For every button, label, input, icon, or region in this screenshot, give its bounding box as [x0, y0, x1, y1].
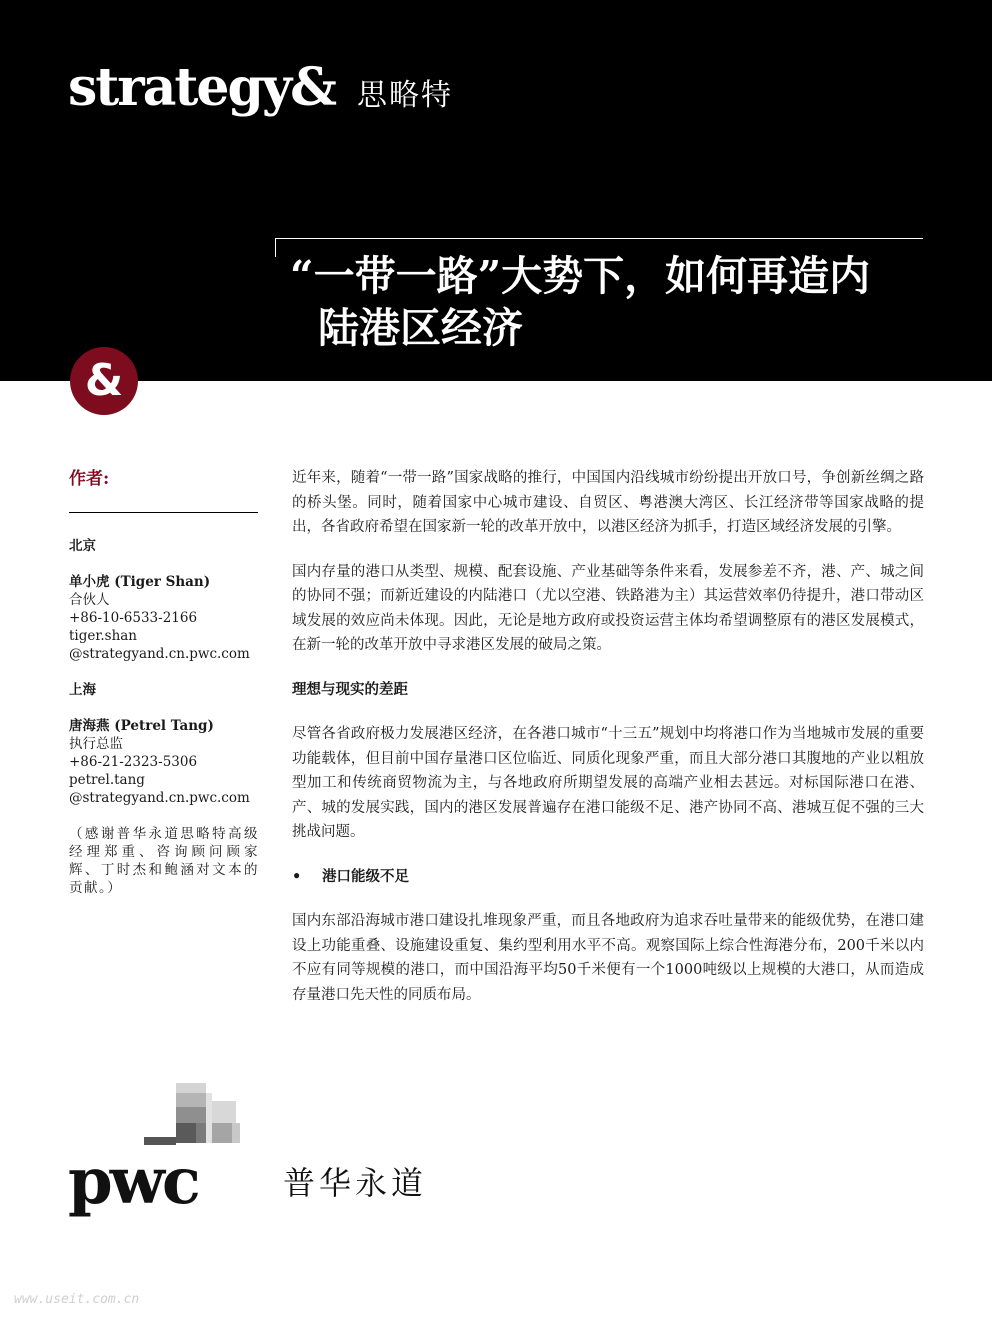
brand-name-en: strategy& [68, 57, 336, 118]
bullet-paragraph: 国内东部沿海城市港口建设扎堆现象严重，而且各地政府为追求吞吐量带来的能级优势，在港口建设上功能重叠、设施建设重复、集约型利用水平不高。观察国际上综合性海港分布，200千米以内不应有同等规模的港口，而中国沿海平均50千米便有一个1000吨级以上规模的大港口，从而造成存量港口先天性的同质布局。 [292, 913, 924, 1003]
title-line-2: 陆港区经济 [318, 304, 523, 352]
intro-paragraph-1: 近年来，随着“一带一路”国家战略的推行，中国国内沿线城市纷纷提出开放口号，争创新丝绸之路的桥头堡。同时，随着国家中心城市建设、自贸区、粤港澳大湾区、长江经济带等国家战略的提出，各省政府希望在国家新一轮的改革开放中，以港区经济为抓手，打造区域经济发展的引擎。 [292, 470, 924, 535]
author-card-tiger-shan [69, 573, 259, 663]
sidebar-divider [69, 512, 258, 513]
author-email-user[interactable]: tiger.shan [69, 628, 138, 644]
header-band [0, 0, 992, 381]
pwc-logo-blocks-icon [144, 1083, 240, 1147]
author-name: 单小虎 (Tiger Shan) [69, 574, 211, 590]
strategyand-logo [68, 58, 453, 118]
bullet-icon: • [292, 867, 302, 885]
ampersand-badge-icon: & [70, 347, 138, 415]
author-email-user[interactable]: petrel.tang [69, 772, 145, 788]
brand-name-cn: 思略特 [357, 78, 454, 113]
page-title [290, 250, 930, 354]
author-card-petrel-tang [69, 717, 259, 807]
city-shanghai: 上海 [69, 682, 96, 698]
author-email-domain[interactable]: @strategyand.cn.pwc.com [69, 646, 250, 662]
bullet-heading-text: 港口能级不足 [322, 867, 409, 885]
section-paragraph: 尽管各省政府极力发展港区经济，在各港口城市“十三五”规划中均将港口作为当地城市发展的重要功能载体，但目前中国存量港口区位临近、同质化现象严重，而且大部分港口其腹地的产业以粗放型加工和传统商贸物流为主，与各地政府所期望发展的高端产业相去甚远。对标国际港口在港、产、城的发展实践，国内的港区发展普遍存在港口能级不足、港产协同不高、港城互促不强的三大挑战问题。 [292, 726, 924, 840]
acknowledgement-note: （感谢普华永道思略特高级经理郑重、咨询顾问顾家辉、丁时杰和鲍涵对文本的贡献。） [69, 826, 259, 896]
city-beijing: 北京 [69, 538, 96, 554]
section-heading: 理想与现实的差距 [292, 680, 408, 698]
bullet-heading [292, 865, 924, 890]
author-phone[interactable]: +86-21-2323-5306 [69, 754, 198, 770]
author-email-domain[interactable]: @strategyand.cn.pwc.com [69, 790, 250, 806]
authors-sidebar [69, 466, 259, 897]
article-body [292, 466, 924, 1027]
author-phone[interactable]: +86-10-6533-2166 [69, 610, 198, 626]
pwc-logo-cn: 普华永道 [283, 1164, 428, 1202]
intro-paragraph-2: 国内存量的港口从类型、规模、配套设施、产业基础等条件来看，发展参差不齐，港、产、城之间的协同不强；而新近建设的内陆港口（尤以空港、铁路港为主）其运营效率仍待提升，港口带动区域发展的效应尚未体现。因此，无论是地方政府或投资运营主体均希望调整原有的港区发展模式，在新一轮的改革开放中寻求港区发展的破局之策。 [292, 563, 924, 653]
watermark: www.useit.com.cn [14, 1292, 140, 1307]
author-name: 唐海燕 (Petrel Tang) [69, 718, 214, 734]
author-role: 合伙人 [69, 592, 110, 608]
author-role: 执行总监 [69, 736, 123, 752]
pwc-logo-text: pwc [68, 1144, 198, 1219]
authors-label: 作者: [69, 469, 110, 489]
title-line-1: “一带一路”大势下，如何再造内 [290, 252, 871, 300]
